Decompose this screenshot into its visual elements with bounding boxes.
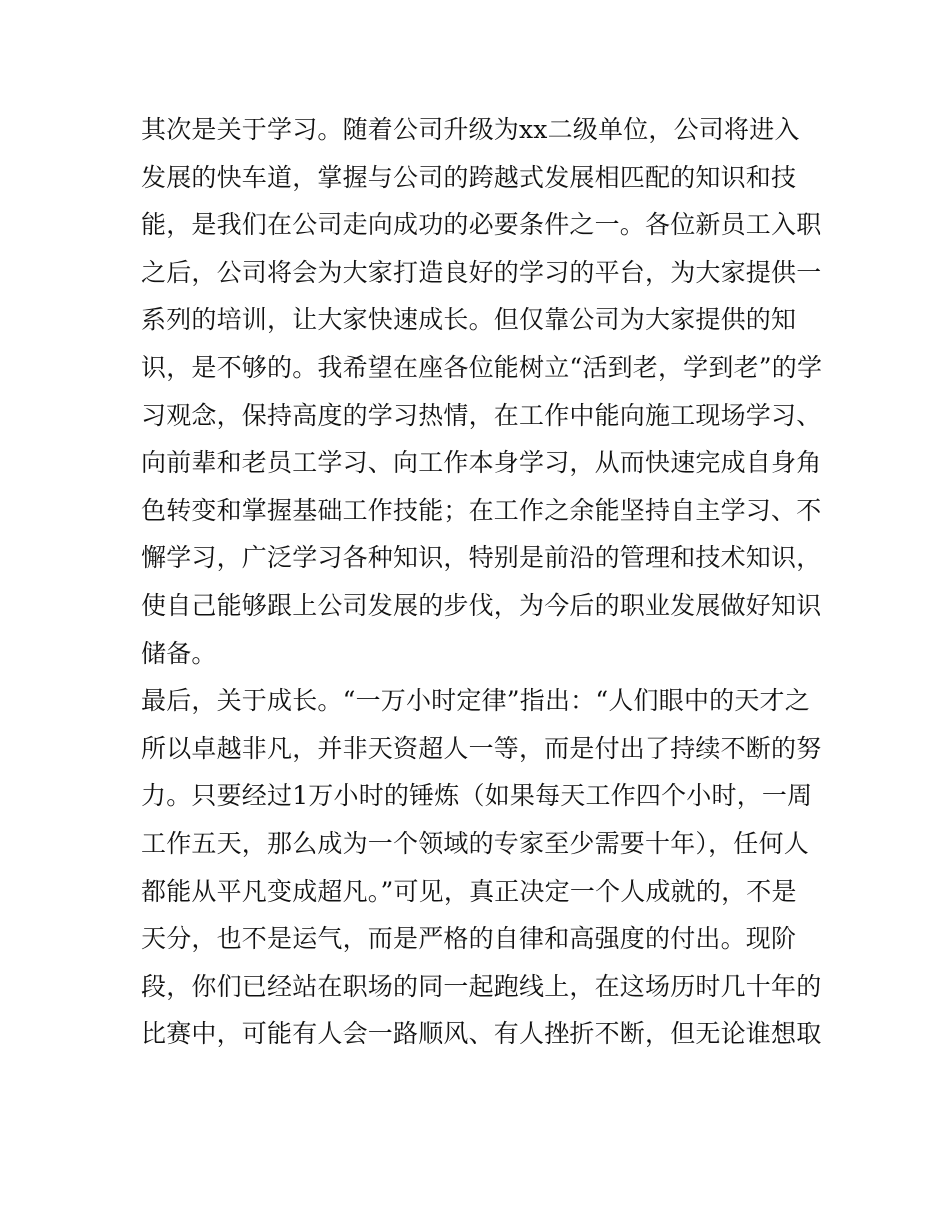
text-line-1: 其次是关于学习。随着公司升级为xx二级单位，公司将进入 bbox=[141, 115, 800, 144]
text-line-9: 色转变和掌握基础工作技能；在工作之余能坚持自主学习、不 bbox=[141, 495, 822, 525]
text-line-19: 段，你们已经站在职场的同一起跑线上，在这场历时几十年的 bbox=[141, 971, 822, 1001]
text-line-15: 力。只要经过1万小时的锤炼（如果每天工作四个小时，一周 bbox=[141, 781, 813, 811]
text-line-11: 使自己能够跟上公司发展的步伐，为今后的职业发展做好知识 bbox=[141, 590, 822, 620]
text-line-7: 习观念，保持高度的学习热情，在工作中能向施工现场学习、 bbox=[141, 400, 822, 430]
text-line-2: 发展的快车道，掌握与公司的跨越式发展相匹配的知识和技 bbox=[141, 162, 797, 192]
text-line-18: 天分，也不是运气，而是严格的自律和高强度的付出。现阶 bbox=[141, 924, 797, 954]
text-line-20: 比赛中，可能有人会一路顺风、有人挫折不断，但无论谁想取 bbox=[141, 1019, 822, 1049]
text-line-4: 之后，公司将会为大家打造良好的学习的平台，为大家提供一 bbox=[141, 257, 822, 287]
text-line-3: 能，是我们在公司走向成功的必要条件之一。各位新员工入职 bbox=[141, 210, 822, 240]
body-text bbox=[141, 106, 821, 1058]
text-line-14: 所以卓越非凡，并非天资超人一等，而是付出了持续不断的努 bbox=[141, 733, 822, 763]
text-line-13: 最后，关于成长。“一万小时定律”指出：“人们眼中的天才之 bbox=[141, 686, 810, 716]
text-line-5: 系列的培训，让大家快速成长。但仅靠公司为大家提供的知 bbox=[141, 305, 797, 335]
text-line-8: 向前辈和老员工学习、向工作本身学习，从而快速完成自身角 bbox=[141, 448, 822, 478]
text-line-16: 工作五天，那么成为一个领域的专家至少需要十年），任何人 bbox=[141, 828, 809, 858]
text-line-17: 都能从平凡变成超凡。”可见，真正决定一个人成就的，不是 bbox=[141, 876, 797, 906]
text-line-10: 懈学习，广泛学习各种知识，特别是前沿的管理和技术知识， bbox=[141, 543, 822, 573]
text-line-6: 识，是不够的。我希望在座各位能树立“活到老，学到老”的学 bbox=[141, 352, 823, 382]
text-line-12: 储备。 bbox=[141, 638, 217, 668]
